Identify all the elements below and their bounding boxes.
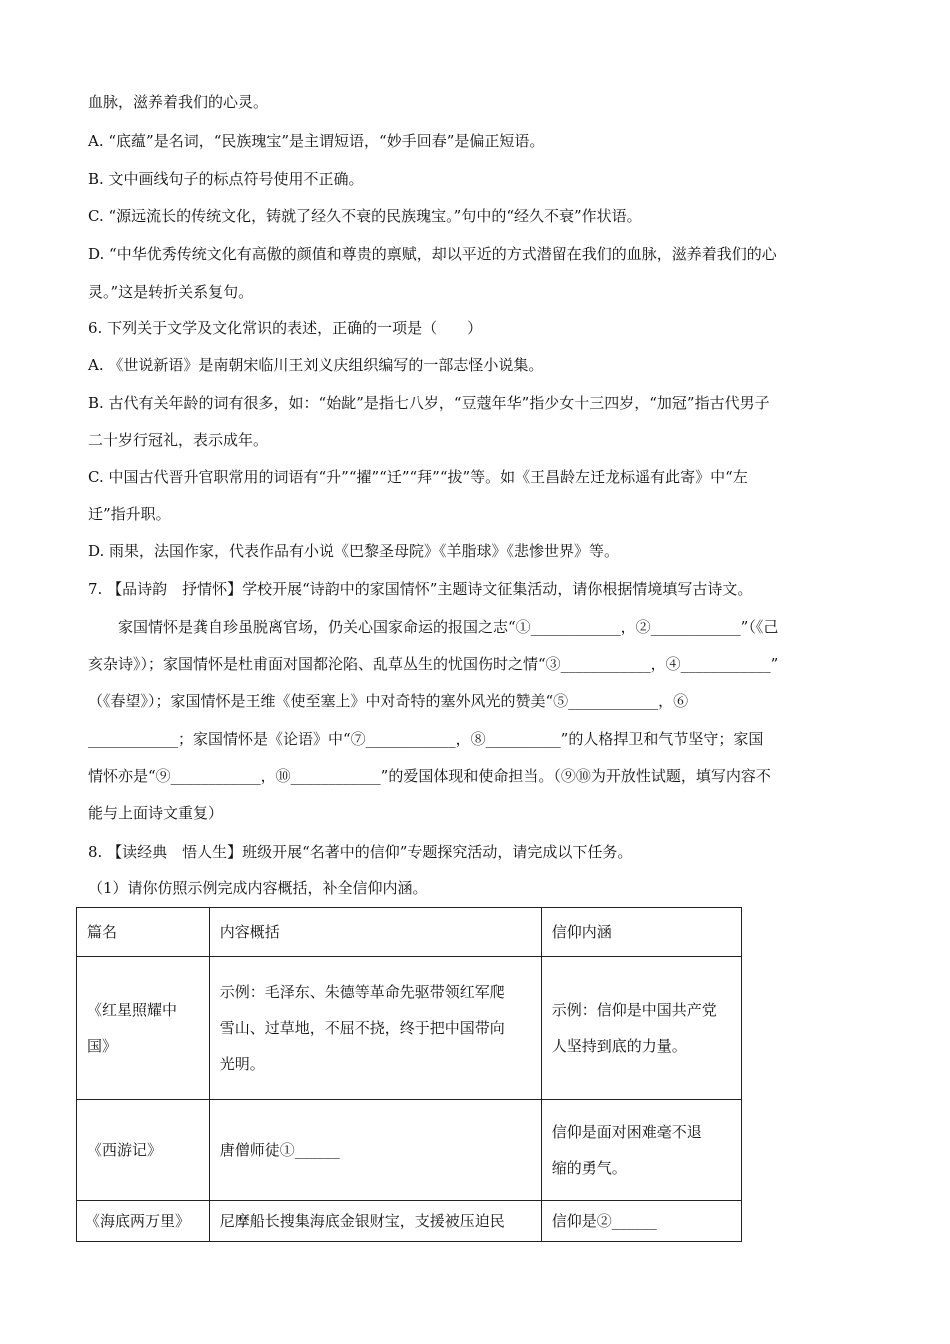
text-line: 情怀亦是“⑨____________，⑩____________”的爱国体现和使命担当。（⑨⑩为开放性试题，填写内容不: [88, 767, 771, 785]
text-line: 灵。”这是转折关系复句。: [88, 283, 254, 301]
option-b: B. 文中画线句子的标点符号使用不正确。: [88, 170, 364, 188]
cell-text: 国》: [87, 1037, 118, 1055]
cell-summary[interactable]: 唐僧师徒①______: [209, 1100, 541, 1201]
option-a: A. 《世说新语》是南朝宋临川王刘义庆组织编写的一部志怪小说集。: [88, 356, 544, 374]
cell-summary: [209, 957, 541, 1100]
cell-title: 《海底两万里》: [77, 1201, 210, 1242]
table-header-row: [77, 908, 742, 957]
cell-title: [77, 957, 210, 1100]
table-row: [77, 1201, 742, 1242]
cell-summary: 尼摩船长搜集海底金银财宝，支援被压迫民: [209, 1201, 541, 1242]
cell-text: 示例：毛泽东、朱德等革命先驱带领红军爬: [219, 983, 505, 1001]
cell-text: 示例：信仰是中国共产党: [551, 1001, 717, 1019]
header-belief: 信仰内涵: [541, 908, 741, 957]
option-c: C. “源远流长的传统文化，铸就了经久不衰的民族瑰宝。”句中的“经久不衰”作状语。: [88, 207, 642, 225]
text-line: 能与上面诗文重复）: [88, 804, 224, 822]
sub-question-1: （1）请你仿照示例完成内容概括，补全信仰内涵。: [88, 879, 428, 897]
cell-belief[interactable]: 信仰是②______: [541, 1201, 741, 1242]
text-line: 亥杂诗》）；家国情怀是杜甫面对国都沦陷、乱草丛生的忧国伤时之情“③____________，④____________”: [88, 655, 779, 673]
cell-belief: [541, 1100, 741, 1201]
poem-fill-paragraph: 家国情怀是龚自珍虽脱离官场，仍关心国家命运的报国之志“①____________，②____________”（《己: [118, 618, 779, 636]
table-row: [77, 957, 742, 1100]
option-b: B. 古代有关年龄的词有很多，如：“始龀”是指七八岁，“豆蔻年华”指少女十三四岁，“加冠”指古代男子: [88, 394, 770, 412]
option-d: D. “中华优秀传统文化有高傲的颜值和尊贵的禀赋，却以平近的方式潜留在我们的血脉，滋养着我们的心: [88, 245, 777, 263]
cell-text: 《红星照耀中: [87, 1001, 178, 1019]
table-row: [77, 1100, 742, 1201]
cell-title: 《西游记》: [77, 1100, 210, 1201]
text-line: 血脉，滋养着我们的心灵。: [88, 93, 269, 111]
cell-text: 人坚持到底的力量。: [551, 1037, 687, 1055]
option-a: A. “底蕴”是名词，“民族瑰宝”是主谓短语，“妙手回春”是偏正短语。: [88, 132, 545, 150]
option-c: C. 中国古代晋升官职常用的词语有“升”“擢”“迁”“拜”“拔”等。如《王昌龄左迁龙标遥有此寄》中“左: [88, 468, 748, 486]
text-line: 迁”指升职。: [88, 505, 171, 523]
header-title: 篇名: [77, 908, 210, 957]
question-7: 7. 【品诗韵 抒情怀】学校开展“诗韵中的家国情怀”主题诗文征集活动，请你根据情境填写古诗文。: [88, 580, 753, 598]
cell-text: 缩的勇气。: [551, 1159, 627, 1177]
cell-text: 信仰是面对困难毫不退: [551, 1123, 702, 1141]
question-6: 6. 下列关于文学及文化常识的表述，正确的一项是（ ）: [88, 319, 483, 337]
option-d: D. 雨果，法国作家，代表作品有小说《巴黎圣母院》《羊脂球》《悲惨世界》等。: [88, 542, 620, 560]
cell-text: 雪山、过草地，不屈不挠，终于把中国带向: [219, 1019, 505, 1037]
text-line: ____________；家国情怀是《论语》中“⑦____________，⑧__________”的人格捍卫和气节坚守；家国: [88, 730, 764, 748]
cell-belief: [541, 957, 741, 1100]
text-line: （《春望》）；家国情怀是王维《使至塞上》中对奇特的塞外风光的赞美“⑤____________，⑥: [88, 692, 689, 710]
question-8: 8. 【读经典 悟人生】班级开展“名著中的信仰”专题探究活动，请完成以下任务。: [88, 843, 633, 861]
cell-text: 光明。: [219, 1055, 265, 1073]
text-line: 二十岁行冠礼，表示成年。: [88, 431, 269, 449]
header-summary: 内容概括: [209, 908, 541, 957]
belief-table: [76, 907, 742, 1242]
